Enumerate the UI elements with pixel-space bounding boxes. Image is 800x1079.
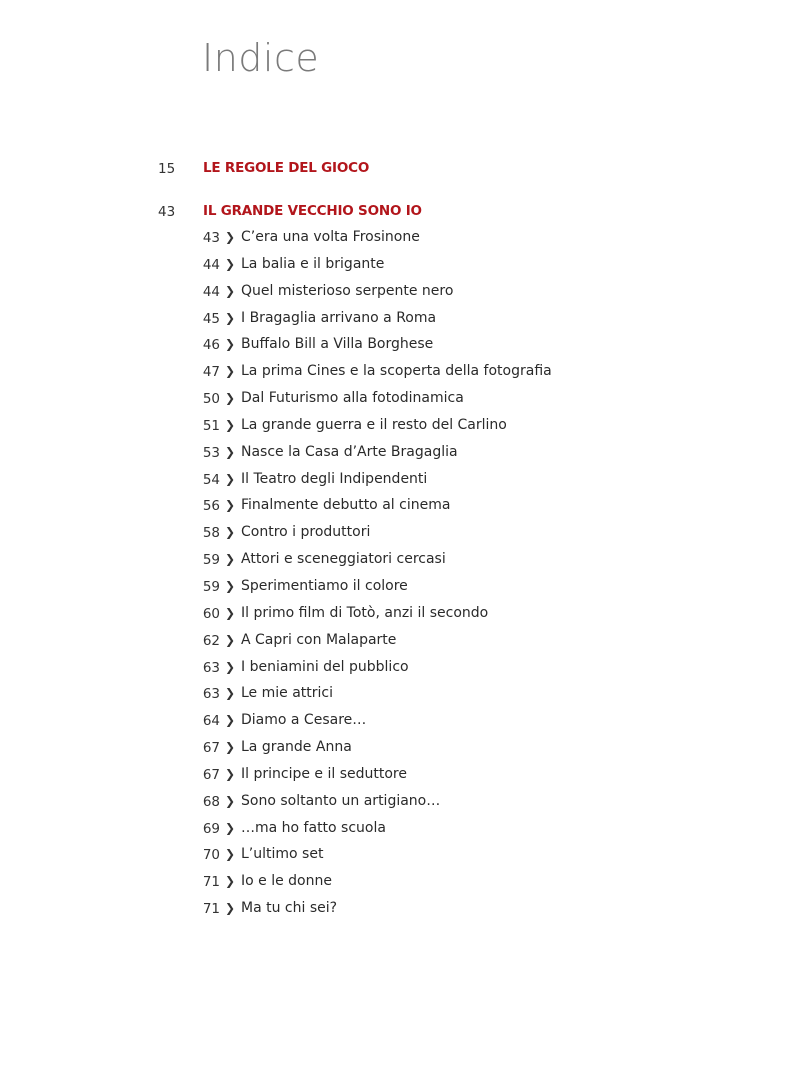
entry-page-number: 45 bbox=[202, 310, 220, 327]
entry-title[interactable]: Nasce la Casa d’Arte Bragaglia bbox=[241, 443, 458, 460]
entry-title[interactable]: …ma ho fatto scuola bbox=[241, 819, 386, 836]
toc-entry[interactable] bbox=[0, 604, 800, 631]
entry-page-number: 51 bbox=[202, 417, 220, 434]
toc-entry[interactable] bbox=[0, 416, 800, 443]
chevron-right-icon: ❯ bbox=[225, 874, 236, 889]
toc-entry[interactable] bbox=[0, 738, 800, 765]
toc-entry[interactable] bbox=[0, 684, 800, 711]
toc-section-1[interactable] bbox=[0, 161, 800, 183]
toc-entry-list bbox=[0, 228, 800, 926]
entry-page-number: 58 bbox=[202, 525, 220, 542]
entry-page-number: 62 bbox=[202, 632, 220, 649]
chevron-right-icon: ❯ bbox=[225, 337, 236, 352]
entry-title[interactable]: A Capri con Malaparte bbox=[241, 631, 397, 648]
entry-page-number: 47 bbox=[202, 364, 220, 381]
chevron-right-icon: ❯ bbox=[225, 713, 236, 728]
toc-entry[interactable] bbox=[0, 523, 800, 550]
toc-entry[interactable] bbox=[0, 470, 800, 497]
entry-page-number: 68 bbox=[202, 793, 220, 810]
entry-title[interactable]: Il principe e il seduttore bbox=[241, 765, 407, 782]
entry-title[interactable]: La grande guerra e il resto del Carlino bbox=[241, 416, 507, 433]
entry-title[interactable]: Il primo film di Totò, anzi il secondo bbox=[241, 604, 489, 621]
entry-title[interactable]: La balia e il brigante bbox=[241, 255, 385, 272]
chevron-right-icon: ❯ bbox=[225, 364, 236, 379]
entry-title[interactable]: I Bragaglia arrivano a Roma bbox=[241, 309, 437, 326]
entry-page-number: 53 bbox=[202, 444, 220, 461]
entry-page-number: 70 bbox=[202, 847, 220, 864]
entry-title[interactable]: Sperimentiamo il colore bbox=[241, 577, 408, 594]
entry-title[interactable]: Quel misterioso serpente nero bbox=[241, 282, 454, 299]
entry-title[interactable]: C’era una volta Frosinone bbox=[241, 229, 420, 245]
entry-title[interactable]: Sono soltanto un artigiano… bbox=[241, 792, 441, 809]
chevron-right-icon: ❯ bbox=[225, 471, 236, 486]
chevron-right-icon: ❯ bbox=[225, 391, 236, 406]
entry-title[interactable]: Le mie attrici bbox=[241, 685, 333, 702]
chevron-right-icon: ❯ bbox=[225, 605, 236, 620]
entry-title[interactable]: La grande Anna bbox=[241, 739, 352, 756]
toc-entry[interactable] bbox=[0, 496, 800, 523]
section-title[interactable]: LE REGOLE DEL GIOCO bbox=[203, 160, 370, 176]
chevron-right-icon: ❯ bbox=[225, 740, 236, 755]
entry-page-number: 44 bbox=[202, 283, 220, 300]
entry-page-number: 50 bbox=[202, 391, 220, 408]
toc-entry[interactable] bbox=[0, 872, 800, 899]
toc-entry[interactable] bbox=[0, 255, 800, 282]
toc-entry[interactable] bbox=[0, 550, 800, 577]
entry-page-number: 71 bbox=[202, 874, 220, 891]
chevron-right-icon: ❯ bbox=[225, 686, 236, 701]
entry-page-number: 63 bbox=[202, 686, 220, 703]
section-page-number: 15 bbox=[158, 161, 176, 177]
chevron-right-icon: ❯ bbox=[225, 847, 236, 862]
entry-page-number: 43 bbox=[202, 230, 220, 246]
entry-title[interactable]: Diamo a Cesare… bbox=[241, 712, 367, 729]
entry-page-number: 67 bbox=[202, 766, 220, 783]
toc-entry[interactable] bbox=[0, 443, 800, 470]
toc-entry[interactable] bbox=[0, 362, 800, 389]
toc-entry[interactable] bbox=[0, 792, 800, 819]
toc-entry[interactable] bbox=[0, 228, 800, 255]
chevron-right-icon: ❯ bbox=[225, 552, 236, 567]
entry-page-number: 64 bbox=[202, 713, 220, 730]
toc-section-2[interactable] bbox=[0, 204, 800, 226]
entry-page-number: 60 bbox=[202, 605, 220, 622]
chevron-right-icon: ❯ bbox=[225, 310, 236, 325]
entry-page-number: 71 bbox=[202, 901, 220, 918]
entry-page-number: 46 bbox=[202, 337, 220, 354]
entry-page-number: 54 bbox=[202, 471, 220, 488]
toc-entry[interactable] bbox=[0, 819, 800, 846]
toc-entry[interactable] bbox=[0, 765, 800, 792]
entry-title[interactable]: La prima Cines e la scoperta della fotografia bbox=[241, 363, 552, 380]
entry-title[interactable]: Finalmente debutto al cinema bbox=[241, 497, 451, 514]
entry-page-number: 69 bbox=[202, 820, 220, 837]
entry-title[interactable]: I beniamini del pubblico bbox=[241, 658, 409, 675]
chevron-right-icon: ❯ bbox=[225, 659, 236, 674]
chevron-right-icon: ❯ bbox=[225, 632, 236, 647]
toc-entry[interactable] bbox=[0, 658, 800, 685]
page-title: Indice bbox=[202, 36, 320, 80]
entry-page-number: 67 bbox=[202, 740, 220, 757]
entry-page-number: 44 bbox=[202, 256, 220, 273]
section-page-number: 43 bbox=[158, 204, 176, 220]
toc-entry[interactable] bbox=[0, 335, 800, 362]
chevron-right-icon: ❯ bbox=[225, 820, 236, 835]
toc-entry[interactable] bbox=[0, 631, 800, 658]
entry-title[interactable]: Ma tu chi sei? bbox=[241, 900, 338, 917]
chevron-right-icon: ❯ bbox=[225, 578, 236, 593]
entry-title[interactable]: Buffalo Bill a Villa Borghese bbox=[241, 336, 434, 353]
chevron-right-icon: ❯ bbox=[225, 901, 236, 916]
toc-entry[interactable] bbox=[0, 309, 800, 336]
chevron-right-icon: ❯ bbox=[225, 498, 236, 513]
section-title[interactable]: IL GRANDE VECCHIO SONO IO bbox=[203, 203, 422, 219]
toc-entry[interactable] bbox=[0, 577, 800, 604]
entry-page-number: 59 bbox=[202, 578, 220, 595]
chevron-right-icon: ❯ bbox=[225, 283, 236, 298]
chevron-right-icon: ❯ bbox=[225, 766, 236, 781]
entry-title[interactable]: Attori e sceneggiatori cercasi bbox=[241, 551, 446, 568]
entry-title[interactable]: Il Teatro degli Indipendenti bbox=[241, 470, 428, 487]
chevron-right-icon: ❯ bbox=[225, 793, 236, 808]
chevron-right-icon: ❯ bbox=[225, 256, 236, 271]
entry-title[interactable]: Io e le donne bbox=[241, 873, 332, 890]
toc-entry[interactable] bbox=[0, 389, 800, 416]
toc-entry[interactable] bbox=[0, 282, 800, 309]
entry-page-number: 59 bbox=[202, 552, 220, 569]
entry-title[interactable]: L’ultimo set bbox=[241, 846, 324, 863]
entry-title[interactable]: Contro i produttori bbox=[241, 524, 371, 541]
toc-entry[interactable] bbox=[0, 899, 800, 926]
chevron-right-icon: ❯ bbox=[225, 417, 236, 432]
chevron-right-icon: ❯ bbox=[225, 230, 236, 244]
chevron-right-icon: ❯ bbox=[225, 525, 236, 540]
toc-entry[interactable] bbox=[0, 845, 800, 872]
entry-page-number: 63 bbox=[202, 659, 220, 676]
chevron-right-icon: ❯ bbox=[225, 444, 236, 459]
entry-title[interactable]: Dal Futurismo alla fotodinamica bbox=[241, 390, 464, 407]
entry-page-number: 56 bbox=[202, 498, 220, 515]
toc-entry[interactable] bbox=[0, 711, 800, 738]
